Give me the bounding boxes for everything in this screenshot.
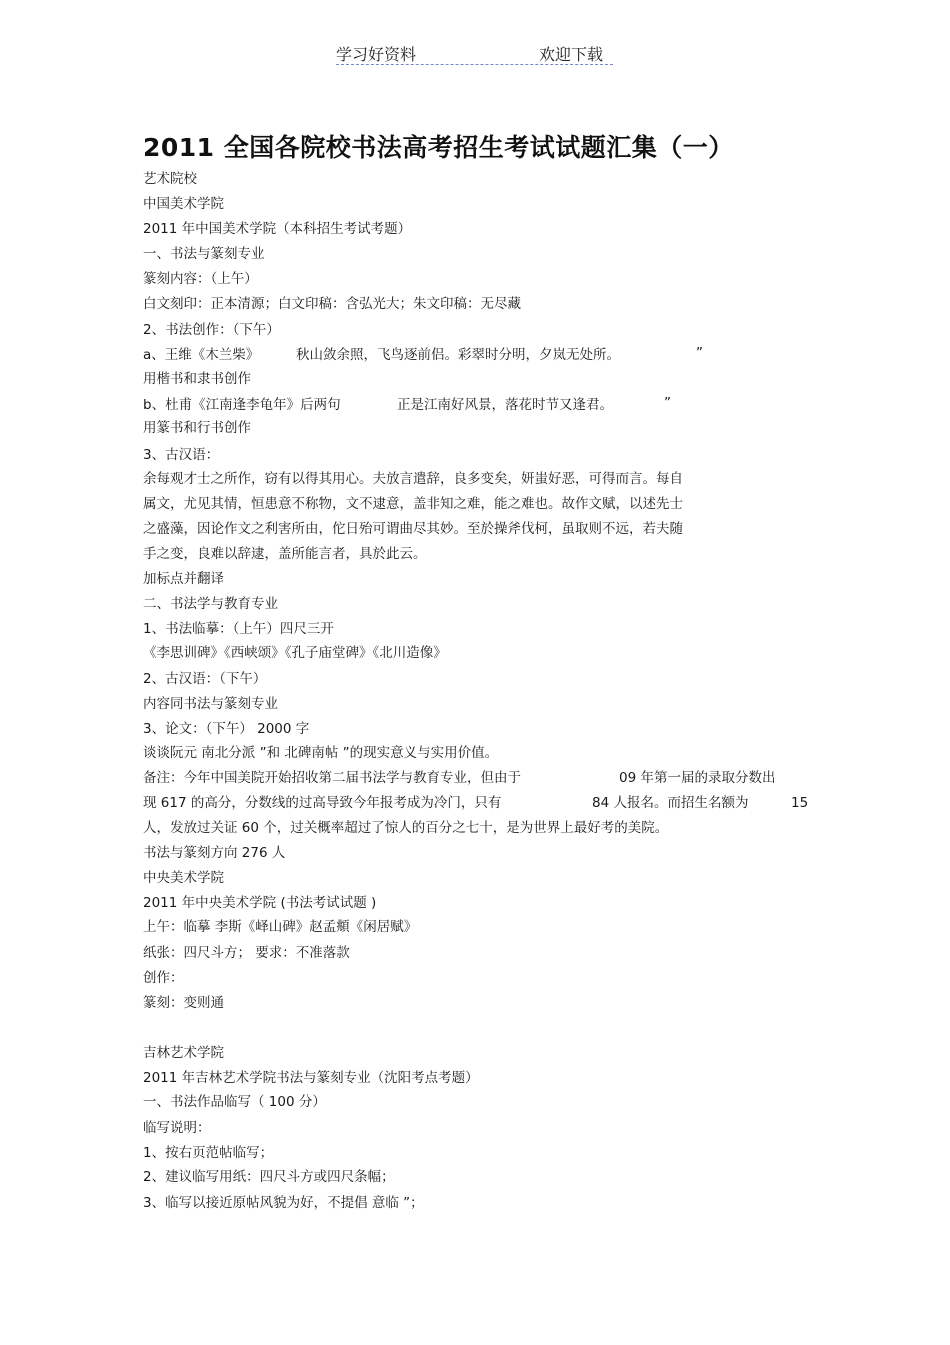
copy-note-1: 1、按右页范帖临写； (143, 1145, 274, 1161)
school-caa: 中国美术学院 (143, 196, 224, 212)
header-right-text: 欢迎下载 (539, 45, 604, 64)
caa-major-1: 一、书法与篆刻专业 (143, 246, 265, 262)
school-cafa: 中央美术学院 (143, 870, 224, 886)
passage-line-2: 属文，尤见其情，恒患意不称物，文不逮意，盖非知之难，能之难也。故作文赋，以述先士 (143, 496, 683, 512)
cafa-creation: 创作： (143, 970, 184, 986)
same-content-note: 内容同书法与篆刻专业 (143, 696, 278, 712)
item-b-requirement: 用篆书和行书创作 (143, 420, 251, 436)
jilin-part-1: 一、书法作品临写（ 100 分） (143, 1094, 326, 1110)
cafa-exam-title: 2011 年中央美术学院 (书法考试试题 ) (143, 895, 377, 911)
applicant-count: 书法与篆刻方向 276 人 (143, 845, 286, 861)
essay-task: 3、论文：（下午） 2000 字 (143, 721, 310, 737)
note-line-2-c: 15 (791, 795, 809, 811)
note-line-2-a: 现 617 的高分，分数线的过高导致今年报考成为冷门，只有 (143, 795, 502, 811)
item-b-quote: ” (664, 395, 671, 411)
passage-instruction: 加标点并翻译 (143, 571, 224, 587)
calligraphy-creation: 2、书法创作：（下午） (143, 322, 280, 338)
header-dashed-rule (336, 64, 613, 65)
note-line-3: 人，发放过关证 60 个，过关概率超过了惊人的百分之七十，是为世界上最好考的美院。 (143, 820, 669, 836)
seal-content: 篆刻内容：（上午） (143, 271, 258, 287)
classical-chinese-2: 2、古汉语：（下午） (143, 671, 267, 687)
section-art-schools: 艺术院校 (143, 171, 197, 187)
cafa-paper: 纸张：四尺斗方； 要求：不准落款 (143, 945, 350, 961)
essay-topic: 谈谈阮元 南北分派 ”和 北碑南帖 ”的现实意义与实用价值。 (143, 745, 499, 761)
caa-exam-title: 2011 年中国美术学院（本科招生考试考题） (143, 221, 412, 237)
note-line-1-right: 09 年第一届的录取分数出 (619, 770, 776, 786)
item-b-poem: 正是江南好风景，落花时节又逢君。 (397, 397, 613, 413)
caa-major-2: 二、书法学与教育专业 (143, 596, 278, 612)
seal-items: 白文刻印：正本清源；白文印稿：含弘光大；朱文印稿：无尽藏 (143, 296, 521, 312)
passage-line-4: 手之变，良难以辞逮，盖所能言者，具於此云。 (143, 546, 427, 562)
passage-line-1: 余每观才士之所作，窃有以得其用心。夫放言遣辞，良多变矣，妍蚩好恶，可得而言。每自 (143, 471, 683, 487)
note-line-2-b: 84 人报名。而招生名额为 (592, 795, 749, 811)
copying-task: 1、书法临摹：（上午）四尺三开 (143, 621, 334, 637)
item-b-left: b、杜甫《江南逢李龟年》后两句 (143, 397, 341, 413)
note-line-1-left: 备注：今年中国美院开始招收第二届书法学与教育专业，但由于 (143, 770, 521, 786)
classical-chinese-heading: 3、古汉语： (143, 447, 220, 463)
item-a-quote: ” (696, 345, 703, 361)
jilin-exam-title: 2011 年吉林艺术学院书法与篆刻专业（沈阳考点考题） (143, 1070, 479, 1086)
copying-works: 《李思训碑》《西峡颂》《孔子庙堂碑》《北川造像》 (143, 645, 447, 661)
header-left-text: 学习好资料 (336, 45, 417, 64)
cafa-morning: 上午：临摹 李斯《峄山碑》赵孟頫《闲居赋》 (143, 919, 418, 935)
passage-line-3: 之盛藻，因论作文之利害所由，佗日殆可谓曲尽其妙。至於操斧伐柯，虽取则不远，若夫随 (143, 521, 683, 537)
copy-note-2: 2、建议临写用纸：四尺斗方或四尺条幅； (143, 1169, 395, 1185)
school-jilin: 吉林艺术学院 (143, 1045, 224, 1061)
item-a-poem: 秋山敛余照，飞鸟逐前侣。彩翠时分明，夕岚无处所。 (296, 347, 620, 363)
item-a-requirement: 用楷书和隶书创作 (143, 371, 251, 387)
copy-notes-heading: 临写说明： (143, 1120, 211, 1136)
item-a-left: a、王维《木兰柴》 (143, 347, 260, 363)
cafa-seal: 篆刻：变则通 (143, 995, 224, 1011)
page-title: 2011 全国各院校书法高考招生考试试题汇集（一） (143, 133, 734, 162)
copy-note-3: 3、临写以接近原帖风貌为好，不提倡 意临 ”； (143, 1195, 424, 1211)
